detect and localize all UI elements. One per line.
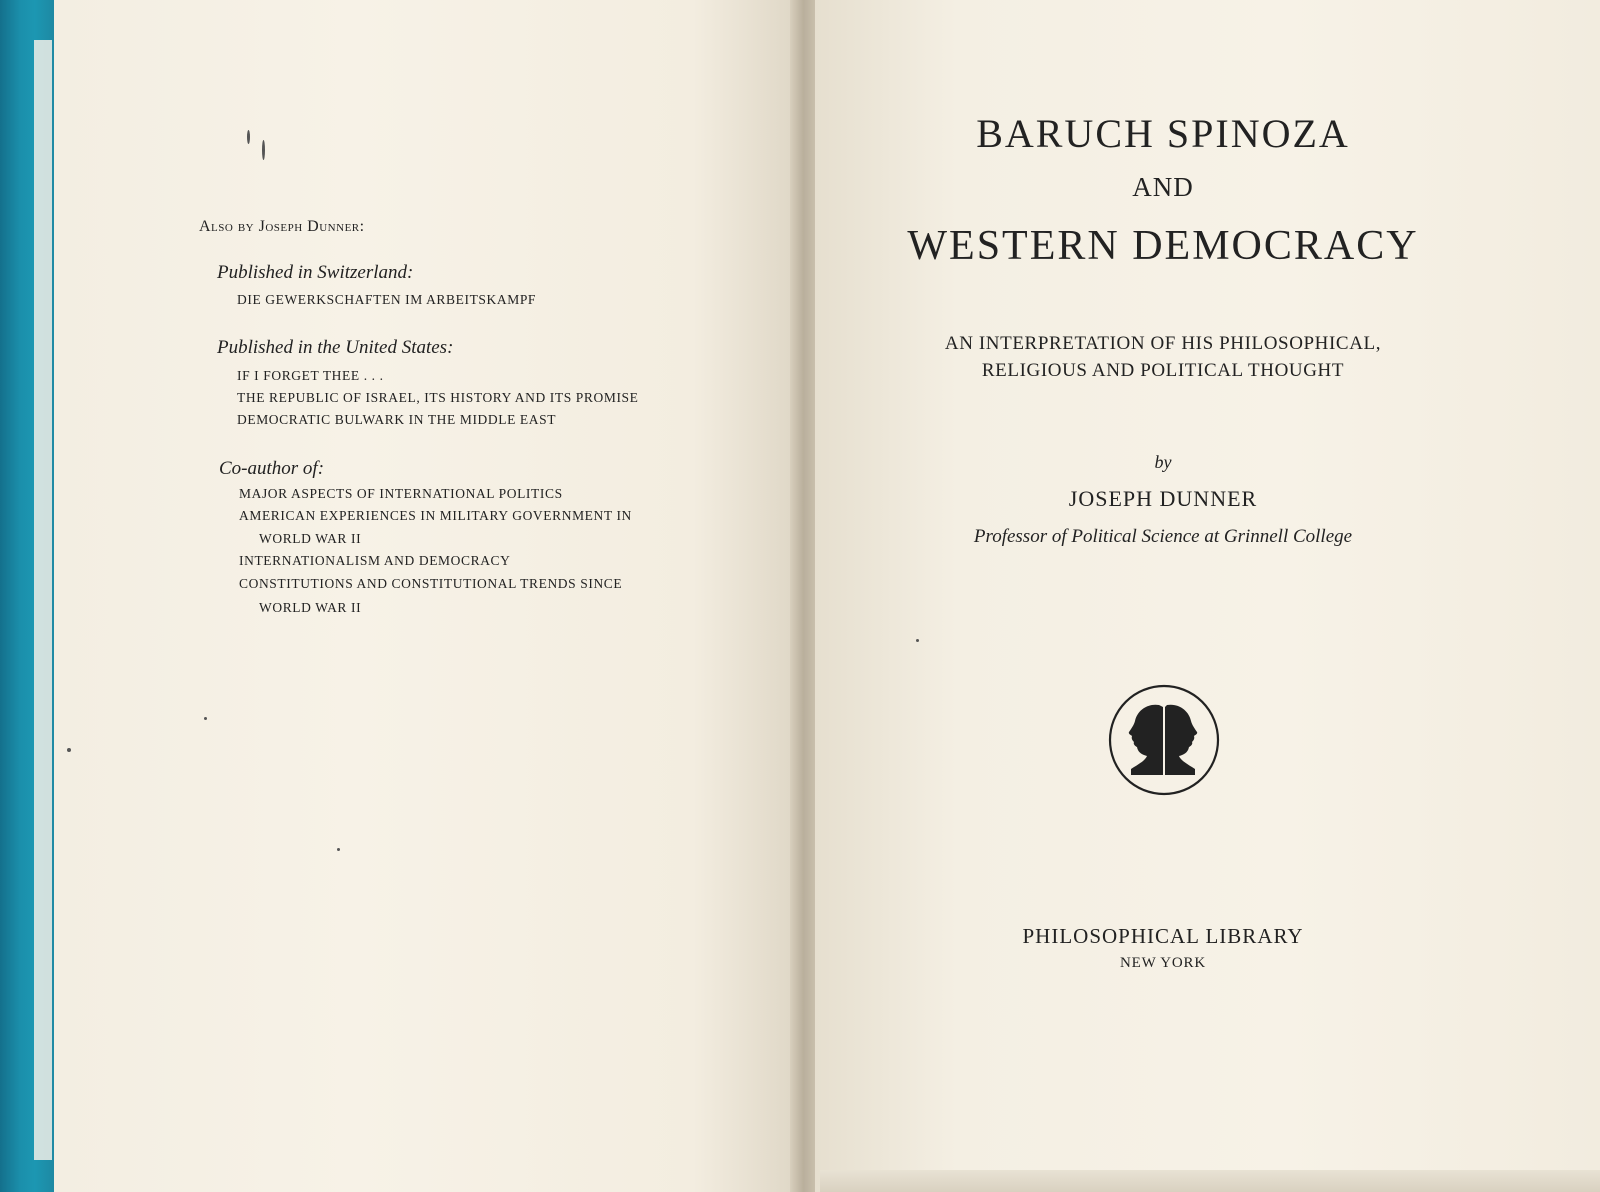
book-cover-edge [0, 0, 58, 1192]
author-name: JOSEPH DUNNER [1068, 486, 1258, 511]
byline-by: by [1154, 452, 1172, 472]
twin-profile-silhouettes-icon [1107, 683, 1221, 797]
book-title-continuation: WORLD WAR II [259, 600, 362, 615]
book-title: IF I FORGET THEE . . . [237, 368, 384, 383]
book-title: DIE GEWERKSCHAFTEN IM ARBEITSKAMPF [237, 292, 537, 307]
paper-speck [67, 748, 71, 752]
subtitle-line-1: AN INTERPRETATION OF HIS PHILOSOPHICAL, [944, 333, 1382, 354]
publisher-name: PHILOSOPHICAL LIBRARY [1022, 924, 1304, 948]
title-line-2: WESTERN DEMOCRACY [907, 223, 1419, 269]
book-title: DEMOCRATIC BULWARK IN THE MIDDLE EAST [237, 412, 557, 427]
also-by-heading: Also by Joseph Dunner: [199, 218, 365, 235]
title-and: AND [1132, 172, 1194, 202]
title-line-1: BARUCH SPINOZA [976, 111, 1350, 156]
book-title: THE REPUBLIC OF ISRAEL, ITS HISTORY AND ITS PROMISE [237, 390, 639, 405]
left-page [54, 0, 806, 1192]
section-heading-co-author: Co-author of: [219, 458, 325, 479]
subtitle-line-2: RELIGIOUS AND POLITICAL THOUGHT [981, 360, 1345, 381]
publisher-city: NEW YORK [1120, 955, 1206, 971]
page-edge [820, 1170, 1600, 1192]
paper-speck [916, 639, 919, 642]
paper-speck [337, 848, 340, 851]
book-title: AMERICAN EXPERIENCES IN MILITARY GOVERNMENT IN [239, 508, 632, 523]
book-title: INTERNATIONALISM AND DEMOCRACY [239, 553, 511, 568]
section-heading-united-states: Published in the United States: [217, 337, 454, 358]
section-heading-switzerland: Published in Switzerland: [217, 262, 414, 283]
book-title: MAJOR ASPECTS OF INTERNATIONAL POLITICS [239, 486, 563, 501]
book-title: CONSTITUTIONS AND CONSTITUTIONAL TRENDS SINCE [239, 576, 623, 591]
paper-speck [247, 130, 250, 144]
paper-speck [262, 140, 265, 160]
author-affiliation: Professor of Political Science at Grinnell College [973, 526, 1353, 547]
book-title-continuation: WORLD WAR II [259, 531, 362, 546]
paper-speck [204, 717, 207, 720]
